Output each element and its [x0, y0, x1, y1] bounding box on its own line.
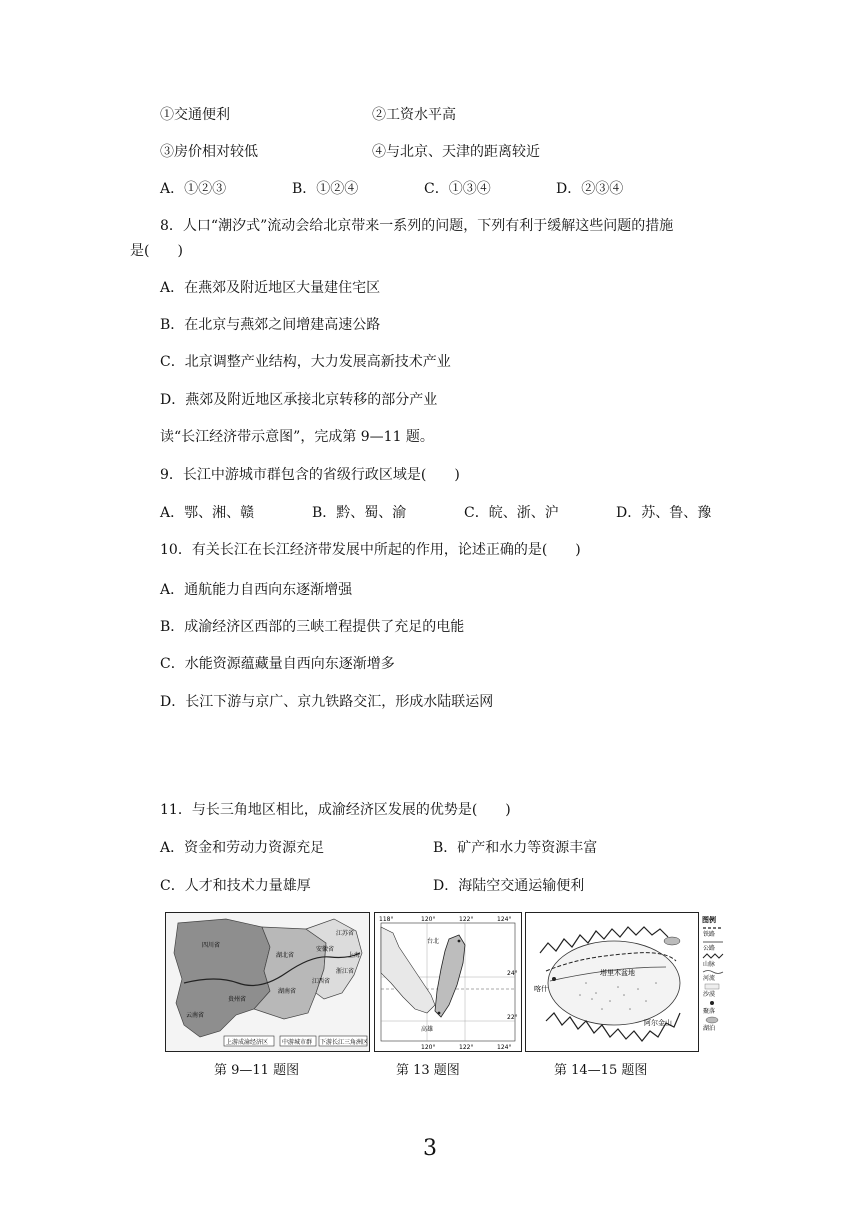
- q8-option-a: A．在燕郊及附近地区大量建住宅区: [160, 280, 381, 296]
- q7-option-c: C．①③④: [424, 181, 491, 197]
- legend-downstream: 下游长江三角洲区: [320, 1039, 369, 1046]
- map-label-yunnan: 云南省: [186, 1012, 205, 1019]
- legend-upstream: 上游成渝经济区: [226, 1039, 269, 1046]
- q11-stem: 11．与长三角地区相比，成渝经济区发展的优势是( ): [160, 802, 511, 818]
- q7-option-a: A．①②③: [160, 181, 227, 197]
- legend-settlement: 聚落: [703, 1008, 716, 1015]
- place-altun-mountains: 阿尔金山: [644, 1019, 672, 1027]
- q9-stem: 9．长江中游城市群包含的省级行政区域是( ): [160, 467, 460, 483]
- caption-fig-13: 第 13 题图: [396, 1063, 460, 1078]
- map-label-guizhou: 贵州省: [228, 996, 247, 1003]
- place-tarim-basin: 塔里木盆地: [600, 969, 635, 977]
- q8-stem-line1: 8．人口“潮汐式”流动会给北京带来一系列的问题，下列有利于缓解这些问题的措施: [160, 218, 674, 234]
- taiwan-map: [374, 912, 522, 1052]
- lon-label-120-bottom: 120°: [421, 1044, 436, 1051]
- legend-river: 河流: [703, 975, 716, 982]
- q11-option-d: D．海陆空交通运输便利: [433, 878, 585, 894]
- legend-midstream: 中游城市群: [282, 1039, 313, 1046]
- lat-label-24: 24°: [507, 970, 518, 977]
- lon-label-122-bottom: 122°: [459, 1044, 474, 1051]
- map-legend: [701, 914, 725, 1050]
- q7-option-b: B．①②④: [292, 181, 359, 197]
- q9-option-b: B．黔、蜀、渝: [312, 505, 407, 521]
- place-taipei: 台北: [427, 938, 440, 945]
- lon-label-124-bottom: 124°: [497, 1044, 512, 1051]
- q7-option-d: D．②③④: [556, 181, 624, 197]
- lon-label-120-top: 120°: [421, 916, 436, 923]
- caption-fig-9-11: 第 9—11 题图: [214, 1063, 300, 1078]
- legend-desert: 沙漠: [703, 991, 716, 998]
- legend-railway: 铁路: [703, 931, 716, 938]
- q10-option-d: D．长江下游与京广、京九铁路交汇，形成水陆联运网: [160, 694, 494, 710]
- q8-option-b: B．在北京与燕郊之间增建高速公路: [160, 317, 381, 333]
- q10-option-b: B．成渝经济区西部的三峡工程提供了充足的电能: [160, 619, 465, 635]
- section-intro: 读“长江经济带示意图”，完成第 9—11 题。: [160, 429, 434, 445]
- q9-option-d: D．苏、鲁、豫: [616, 505, 712, 521]
- place-kashgar: 喀什: [534, 985, 548, 993]
- q9-option-c: C．皖、浙、沪: [464, 505, 559, 521]
- map-label-anhui: 安徽省: [316, 946, 335, 953]
- q7-statement-4: ④与北京、天津的距离较近: [372, 144, 540, 160]
- map-label-hubei: 湖北省: [276, 952, 295, 959]
- page-number: 3: [423, 1136, 437, 1161]
- lon-label-118: 118°: [379, 916, 394, 923]
- q10-stem: 10．有关长江在长江经济带发展中所起的作用，论述正确的是( ): [160, 542, 581, 558]
- q8-option-c: C．北京调整产业结构，大力发展高新技术产业: [160, 354, 451, 370]
- q8-stem-line2: 是( ): [130, 243, 183, 259]
- q11-option-c: C．人才和技术力量雄厚: [160, 878, 311, 894]
- lat-label-22: 22°: [507, 1014, 518, 1021]
- map-label-shanghai: 上海: [348, 952, 361, 959]
- q7-statement-3: ③房价相对较低: [160, 144, 258, 160]
- place-kaohsiung: 高雄: [421, 1026, 434, 1033]
- lon-label-122-top: 122°: [459, 916, 474, 923]
- map-label-jiangxi: 江西省: [312, 978, 331, 985]
- legend-road: 公路: [703, 945, 716, 952]
- map-label-zhejiang: 浙江省: [336, 968, 355, 975]
- caption-fig-14-15: 第 14—15 题图: [554, 1063, 648, 1078]
- q9-option-a: A．鄂、湘、赣: [160, 505, 255, 521]
- legend-lake: 湖泊: [703, 1025, 716, 1032]
- lon-label-124-top: 124°: [497, 916, 512, 923]
- q11-option-a: A．资金和劳动力资源充足: [160, 840, 325, 856]
- map-label-hunan: 湖南省: [278, 988, 297, 995]
- map-label-jiangsu: 江苏省: [336, 930, 355, 937]
- legend-mountain: 山脉: [703, 961, 716, 968]
- q10-option-c: C．水能资源蕴藏量自西向东逐渐增多: [160, 656, 395, 672]
- q10-option-a: A．通航能力自西向东逐渐增强: [160, 582, 353, 598]
- tarim-basin-map: [525, 912, 699, 1052]
- legend-title: 图例: [702, 916, 716, 924]
- q7-statement-2: ②工资水平高: [372, 107, 456, 123]
- q11-option-b: B．矿产和水力等资源丰富: [433, 840, 598, 856]
- q8-option-d: D．燕郊及附近地区承接北京转移的部分产业: [160, 392, 438, 408]
- yangtze-economic-belt-map: [165, 912, 370, 1052]
- map-label-sichuan: 四川省: [202, 942, 221, 949]
- q7-statement-1: ①交通便利: [160, 107, 230, 123]
